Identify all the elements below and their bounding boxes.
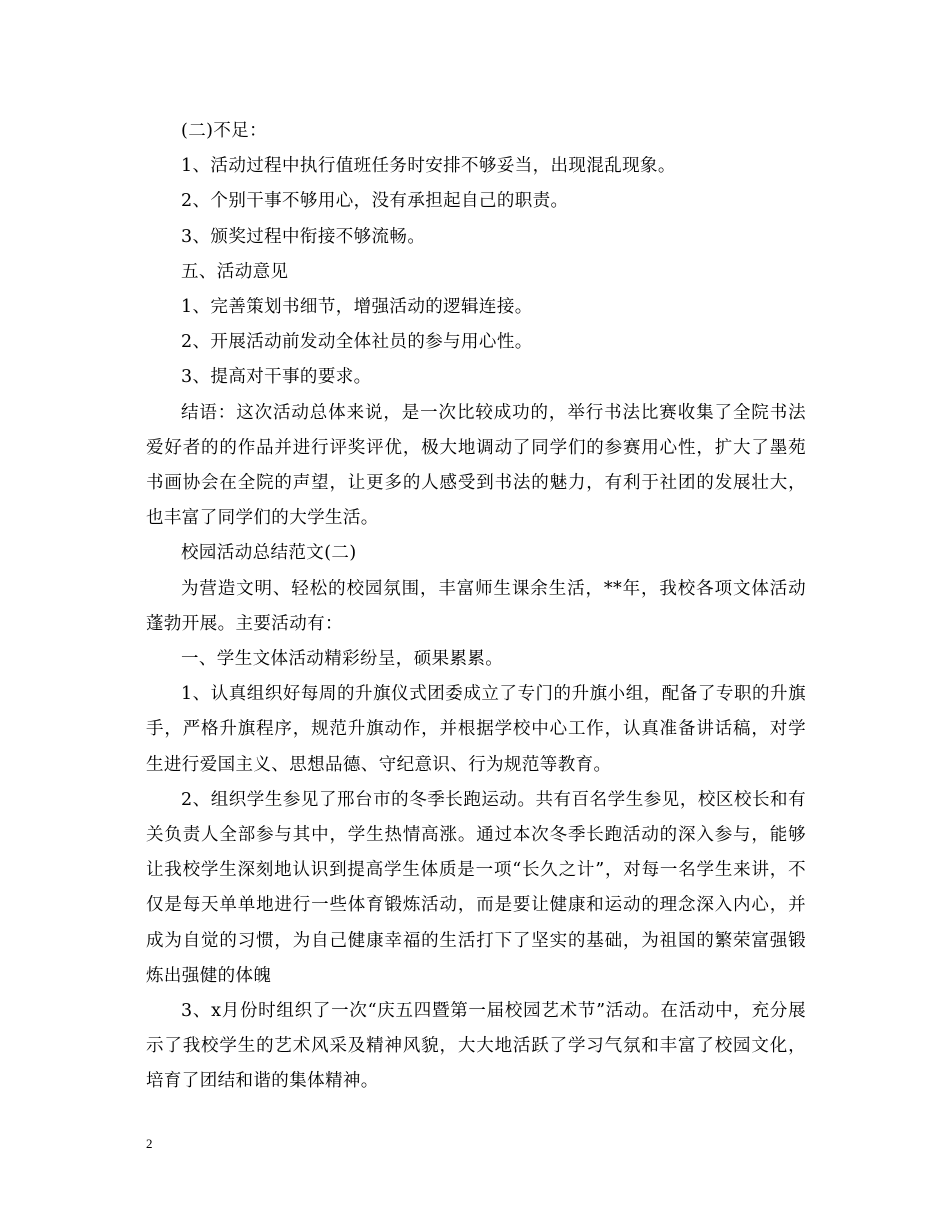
opinion-item-3: 3、提高对干事的要求。 (181, 367, 372, 388)
article-title: 校园活动总结范文(二) (181, 543, 357, 564)
opinion-item-1: 1、完善策划书细节，增强活动的逻辑连接。 (181, 297, 533, 318)
shortcoming-item-3: 3、颁奖过程中衔接不够流畅。 (181, 226, 426, 247)
section-heading-opinions: 五、活动意见 (181, 261, 289, 282)
activity-item-3: 3、x月份时组织了一次“庆五四暨第一届校园艺术节”活动。在活动中，充分展示了我校学生的艺术风采及精神风貌，大大地活跃了学习气氛和丰富了校园文化，培育了团结和谐的集体精神。 (146, 1001, 806, 1092)
activity-item-1: 1、认真组织好每周的升旗仪式团委成立了专门的升旗小组，配备了专职的升旗手，严格升旗程序，规范升旗动作，并根据学校中心工作，认真准备讲话稿，对学生进行爱国主义、思想品德、守纪意识、行为规范等教育。 (146, 684, 806, 775)
shortcoming-item-1: 1、活动过程中执行值班任务时安排不够妥当，出现混乱现象。 (181, 156, 676, 177)
shortcoming-item-2: 2、个别干事不够用心，没有承担起自己的职责。 (181, 191, 569, 212)
activity-item-2: 2、组织学生参见了邢台市的冬季长跑运动。共有百名学生参见，校区校长和有关负责人全部参与其中，学生热情高涨。通过本次冬季长跑活动的深入参与，能够让我校学生深刻地认识到提高学生体质是一项“长久之计”，对每一名学生来讲，不仅是每天单单地进行一些体育锻炼活动，而是要让健康和运动的理念深入内心，并成为自觉的习惯，为自己健康幸福的生活打下了坚实的基础，为祖国的繁荣富强锻炼出强健的体魄 (146, 789, 806, 986)
intro-paragraph: 为营造文明、轻松的校园氛围，丰富师生课余生活，**年，我校各项文体活动蓬勃开展。主要活动有： (146, 578, 806, 634)
section-heading-activities: 一、学生文体活动精彩纷呈，硕果累累。 (181, 649, 504, 670)
section-heading-shortcomings: (二)不足： (181, 121, 268, 141)
page-number: 2 (146, 1136, 153, 1151)
document-body (146, 114, 806, 1100)
conclusion-paragraph: 结语：这次活动总体来说，是一次比较成功的，举行书法比赛收集了全院书法爱好者的的作品并进行评奖评优，极大地调动了同学们的参赛用心性，扩大了墨苑书画协会在全院的声望，让更多的人感受到书法的魅力，有利于社团的发展壮大，也丰富了同学们的大学生活。 (146, 402, 806, 529)
opinion-item-2: 2、开展活动前发动全体社员的参与用心性。 (181, 332, 533, 353)
